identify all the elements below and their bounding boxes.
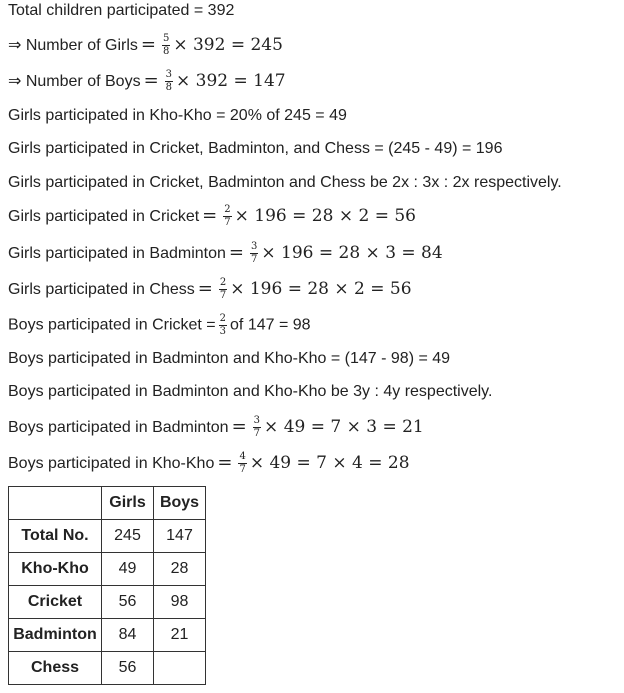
girls-cricket-prefix: Girls participated in Cricket [8, 208, 200, 225]
table-header-row [9, 487, 206, 520]
row-label: Total No. [9, 520, 102, 553]
fraction-numerator: 5 [162, 33, 170, 45]
fraction-denominator: 7 [250, 254, 258, 266]
boys-cell: 147 [154, 520, 206, 553]
row-label: Cricket [9, 586, 102, 619]
fraction-numerator: 3 [165, 69, 173, 81]
boys-badminton-line [8, 416, 424, 439]
fraction-denominator: 7 [224, 217, 231, 229]
girls-count-prefix: ⇒ Number of Girls [8, 37, 138, 54]
fraction-numerator: 4 [239, 451, 246, 463]
fraction-numerator: 2 [219, 313, 227, 324]
boys-count-prefix: ⇒ Number of Boys [8, 73, 141, 90]
fraction-numerator: 3 [250, 241, 258, 253]
boys-khokho-math: × 49 = 7 × 4 = 28 [249, 453, 410, 473]
girls-badminton-line [8, 242, 443, 265]
boys-khokho-line [8, 452, 410, 475]
boys-cell: 28 [154, 553, 206, 586]
fraction-denominator: 7 [253, 428, 261, 440]
boys-count-math: × 392 = 147 [176, 71, 286, 91]
girls-cricket-math: × 196 = 28 × 2 = 56 [234, 206, 416, 226]
fraction-denominator: 8 [165, 82, 173, 94]
girls-cell: 56 [102, 652, 154, 685]
girls-cell: 56 [102, 586, 154, 619]
fraction [253, 416, 261, 439]
table-row [9, 652, 206, 685]
equals-sign: = [197, 278, 213, 299]
boys-cricket-prefix: Boys participated in Cricket = [8, 316, 216, 334]
fraction [219, 278, 227, 301]
participation-table [8, 486, 206, 685]
boys-cell: 21 [154, 619, 206, 652]
boys-count-line [8, 70, 286, 93]
fraction-numerator: 2 [219, 277, 227, 289]
equals-sign: = [143, 70, 159, 91]
boys-remaining-line: Boys participated in Badminton and Kho-Kho = (147 - 98) = 49 [8, 350, 451, 367]
girls-badminton-math: × 196 = 28 × 3 = 84 [261, 243, 443, 263]
fraction-denominator: 3 [219, 326, 227, 337]
equals-sign: = [140, 34, 156, 55]
boys-badminton-prefix: Boys participated in Badminton [8, 419, 229, 436]
girls-cell: 49 [102, 553, 154, 586]
fraction-denominator: 7 [239, 464, 246, 476]
girls-count-math: × 392 = 245 [173, 35, 283, 55]
table-row [9, 520, 206, 553]
girls-count-line [8, 34, 283, 57]
row-label: Badminton [9, 619, 102, 652]
table-row [9, 553, 206, 586]
table-row [9, 586, 206, 619]
fraction-numerator: 3 [253, 415, 261, 427]
boys-cricket-line [8, 314, 311, 337]
girls-cell: 84 [102, 619, 154, 652]
girls-cricket-line [8, 205, 416, 228]
girls-khokho-line: Girls participated in Kho-Kho = 20% of 245 = 49 [8, 107, 347, 124]
table-header-girls: Girls [102, 487, 154, 520]
boys-cricket-rest: of 147 = 98 [230, 316, 311, 334]
boys-cell [154, 652, 206, 685]
fraction [250, 242, 258, 265]
fraction [219, 314, 227, 337]
table-header-empty [9, 487, 102, 520]
girls-chess-prefix: Girls participated in Chess [8, 281, 195, 298]
equals-sign: = [231, 416, 247, 437]
girls-cell: 245 [102, 520, 154, 553]
fraction-denominator: 8 [162, 46, 170, 58]
total-children-line: Total children participated = 392 [8, 2, 235, 19]
girls-ratio-line: Girls participated in Cricket, Badminton and Chess be 2x : 3x : 2x respectively. [8, 174, 562, 191]
fraction [165, 70, 173, 93]
boys-ratio-line: Boys participated in Badminton and Kho-Kho be 3y : 4y respectively. [8, 383, 493, 400]
fraction [223, 205, 231, 228]
fraction [238, 452, 246, 475]
row-label: Chess [9, 652, 102, 685]
fraction-denominator: 7 [219, 290, 227, 302]
girls-badminton-prefix: Girls participated in Badminton [8, 245, 226, 262]
fraction-numerator: 2 [224, 204, 231, 216]
girls-chess-math: × 196 = 28 × 2 = 56 [230, 279, 412, 299]
girls-remaining-line: Girls participated in Cricket, Badminton, and Chess = (245 - 49) = 196 [8, 140, 503, 157]
boys-khokho-prefix: Boys participated in Kho-Kho [8, 455, 215, 472]
fraction [162, 34, 170, 57]
boys-badminton-math: × 49 = 7 × 3 = 21 [264, 417, 424, 437]
equals-sign: = [217, 452, 233, 473]
table-row [9, 619, 206, 652]
table-header-boys: Boys [154, 487, 206, 520]
boys-cell: 98 [154, 586, 206, 619]
equals-sign: = [202, 205, 218, 226]
row-label: Kho-Kho [9, 553, 102, 586]
girls-chess-line [8, 278, 412, 301]
equals-sign: = [228, 242, 244, 263]
